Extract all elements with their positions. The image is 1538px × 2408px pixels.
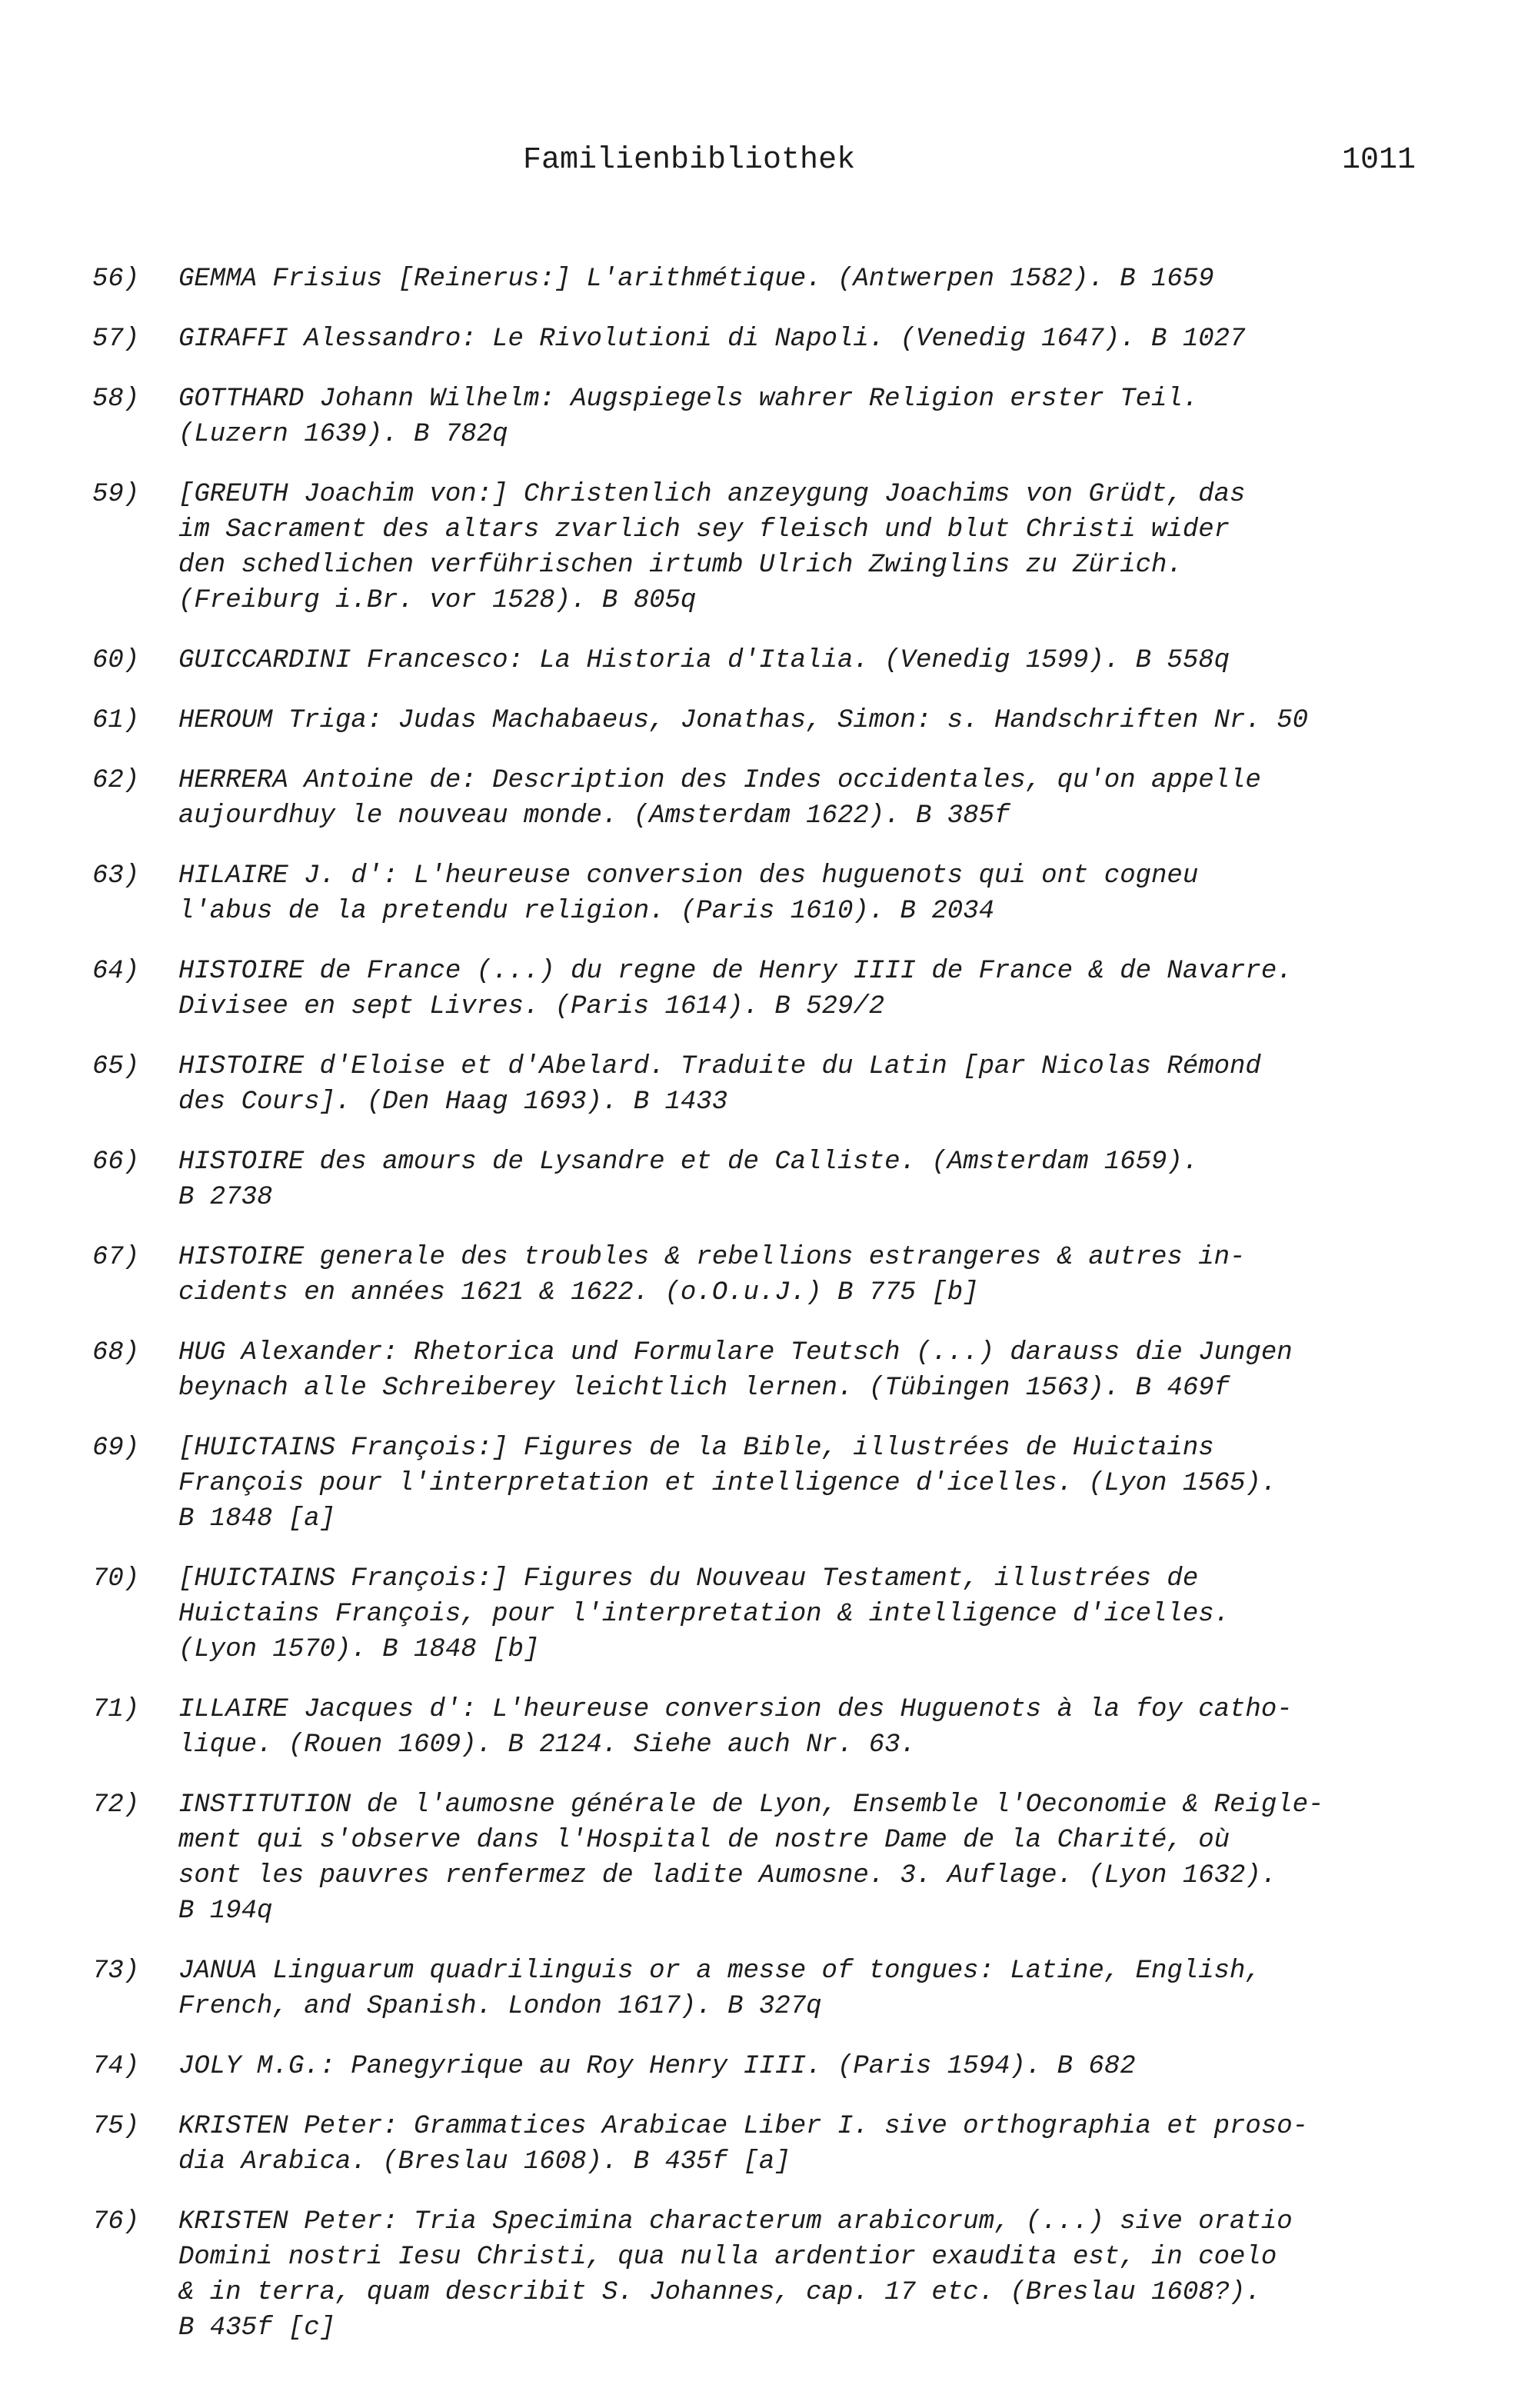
entry-text: [HUICTAINS François:] Figures de la Bible, illustrées de Huictains François pour l'interpretation et intelligence d'icelles. (Lyon 1565). B 1848 [a]	[178, 1434, 1277, 1534]
entry-number: 58)	[92, 385, 140, 414]
entry-text: INSTITUTION de l'aumosne générale de Lyon, Ensemble l'Oeconomie & Reigle- ment qui s'observe dans l'Hospital de nostre Dame de la Charité, où sont les pauvres renfermez de ladite Aumosne. 3. Auflage. (Lyon 1632). B 194q	[178, 1790, 1324, 1926]
entry-number: 65)	[92, 1052, 140, 1081]
entry-number: 64)	[92, 957, 140, 986]
page-header	[0, 143, 1538, 189]
entry-number: 70)	[92, 1564, 140, 1594]
entry-text: HEROUM Triga: Judas Machabaeus, Jonathas, Simon: s. Handschriften Nr. 50	[178, 706, 1309, 735]
bibliography-entry	[0, 1240, 1538, 1311]
bibliography-entry	[0, 1692, 1538, 1763]
bibliography-entry	[0, 1787, 1538, 1929]
running-title: Familienbibliothek	[523, 143, 856, 178]
entry-number: 56)	[92, 265, 140, 294]
bibliography-entry	[0, 2109, 1538, 2180]
bibliography-list	[0, 261, 1538, 2370]
entry-text: HUG Alexander: Rhetorica und Formulare Teutsch (...) darauss die Jungen beynach alle Schreiberey leichtlich lernen. (Tübingen 1563). B 469f	[178, 1338, 1293, 1403]
entry-number: 61)	[92, 706, 140, 735]
bibliography-entry	[0, 2049, 1538, 2084]
entry-text: HISTOIRE d'Eloise et d'Abelard. Traduite du Latin [par Nicolas Rémond des Cours]. (Den Haag 1693). B 1433	[178, 1052, 1261, 1117]
entry-text: HISTOIRE generale des troubles & rebellions estrangeres & autres in- cidents en années 1621 & 1622. (o.O.u.J.) B 775 [b]	[178, 1243, 1246, 1307]
entry-number: 63)	[92, 861, 140, 891]
bibliography-entry	[0, 703, 1538, 738]
entry-number: 68)	[92, 1338, 140, 1367]
bibliography-entry	[0, 763, 1538, 834]
bibliography-entry	[0, 1430, 1538, 1537]
bibliography-entry	[0, 321, 1538, 357]
page-number: 1011	[1342, 143, 1416, 178]
entry-text: GEMMA Frisius [Reinerus:] L'arithmétique. (Antwerpen 1582). B 1659	[178, 265, 1214, 294]
bibliography-entry	[0, 1049, 1538, 1120]
entry-number: 67)	[92, 1243, 140, 1272]
bibliography-entry	[0, 261, 1538, 297]
entry-number: 72)	[92, 1790, 140, 1820]
entry-number: 73)	[92, 1957, 140, 1986]
entry-number: 74)	[92, 2052, 140, 2081]
entry-number: 75)	[92, 2112, 140, 2141]
bibliography-entry	[0, 477, 1538, 618]
entry-text: HILAIRE J. d': L'heureuse conversion des huguenots qui ont cogneu l'abus de la pretendu religion. (Paris 1610). B 2034	[178, 861, 1199, 926]
entry-number: 57)	[92, 325, 140, 354]
bibliography-entry	[0, 1561, 1538, 1667]
bibliography-entry	[0, 643, 1538, 678]
entry-text: [HUICTAINS François:] Figures du Nouveau Testament, illustrées de Huictains François, pour l'interpretation & intelligence d'icelles. (Lyon 1570). B 1848 [b]	[178, 1564, 1230, 1664]
entry-number: 69)	[92, 1434, 140, 1463]
entry-text: GOTTHARD Johann Wilhelm: Augspiegels wahrer Religion erster Teil. (Luzern 1639). B 782q	[178, 385, 1199, 449]
entry-number: 66)	[92, 1147, 140, 1177]
entry-text: KRISTEN Peter: Tria Specimina characterum arabicorum, (...) sive oratio Domini nostri Iesu Christi, qua nulla ardentior exaudita est, in coelo & in terra, quam describit S. Johannes, cap. 17 etc. (Breslau 1608?). B 435f [c]	[178, 2207, 1293, 2343]
entry-text: HISTOIRE de France (...) du regne de Henry IIII de France & de Navarre. Divisee en sept Livres. (Paris 1614). B 529/2	[178, 957, 1293, 1021]
entry-text: GIRAFFI Alessandro: Le Rivolutioni di Napoli. (Venedig 1647). B 1027	[178, 325, 1246, 354]
entry-text: JOLY M.G.: Panegyrique au Roy Henry IIII. (Paris 1594). B 682	[178, 2052, 1136, 2081]
entry-text: KRISTEN Peter: Grammatices Arabicae Liber I. sive orthographia et proso- dia Arabica. (Breslau 1608). B 435f [a]	[178, 2112, 1309, 2177]
entry-text: HISTOIRE des amours de Lysandre et de Calliste. (Amsterdam 1659). B 2738	[178, 1147, 1199, 1212]
entry-text: GUICCARDINI Francesco: La Historia d'Italia. (Venedig 1599). B 558q	[178, 646, 1230, 675]
entry-number: 71)	[92, 1695, 140, 1724]
entry-text: ILLAIRE Jacques d': L'heureuse conversion des Huguenots à la foy catho- lique. (Rouen 1609). B 2124. Siehe auch Nr. 63.	[178, 1695, 1293, 1760]
bibliography-entry	[0, 1335, 1538, 1406]
entry-text: [GREUTH Joachim von:] Christenlich anzeygung Joachims von Grüdt, das im Sacrament des altars zvarlich sey fleisch und blut Christi wider den schedlichen verführischen irtumb Ulrich Zwinglins zu Zürich. (Freiburg i.Br. vor 1528). B 805q	[178, 480, 1246, 615]
bibliography-entry	[0, 1953, 1538, 2024]
bibliography-entry	[0, 954, 1538, 1024]
bibliography-entry	[0, 1144, 1538, 1215]
bibliography-entry	[0, 2204, 1538, 2346]
entry-number: 59)	[92, 480, 140, 509]
bibliography-entry	[0, 381, 1538, 452]
entry-text: JANUA Linguarum quadrilinguis or a messe of tongues: Latine, English, French, and Spanish. London 1617). B 327q	[178, 1957, 1261, 2021]
entry-number: 76)	[92, 2207, 140, 2236]
entry-text: HERRERA Antoine de: Description des Indes occidentales, qu'on appelle aujourdhuy le nouveau monde. (Amsterdam 1622). B 385f	[178, 766, 1261, 831]
entry-number: 62)	[92, 766, 140, 795]
entry-number: 60)	[92, 646, 140, 675]
bibliography-entry	[0, 858, 1538, 929]
